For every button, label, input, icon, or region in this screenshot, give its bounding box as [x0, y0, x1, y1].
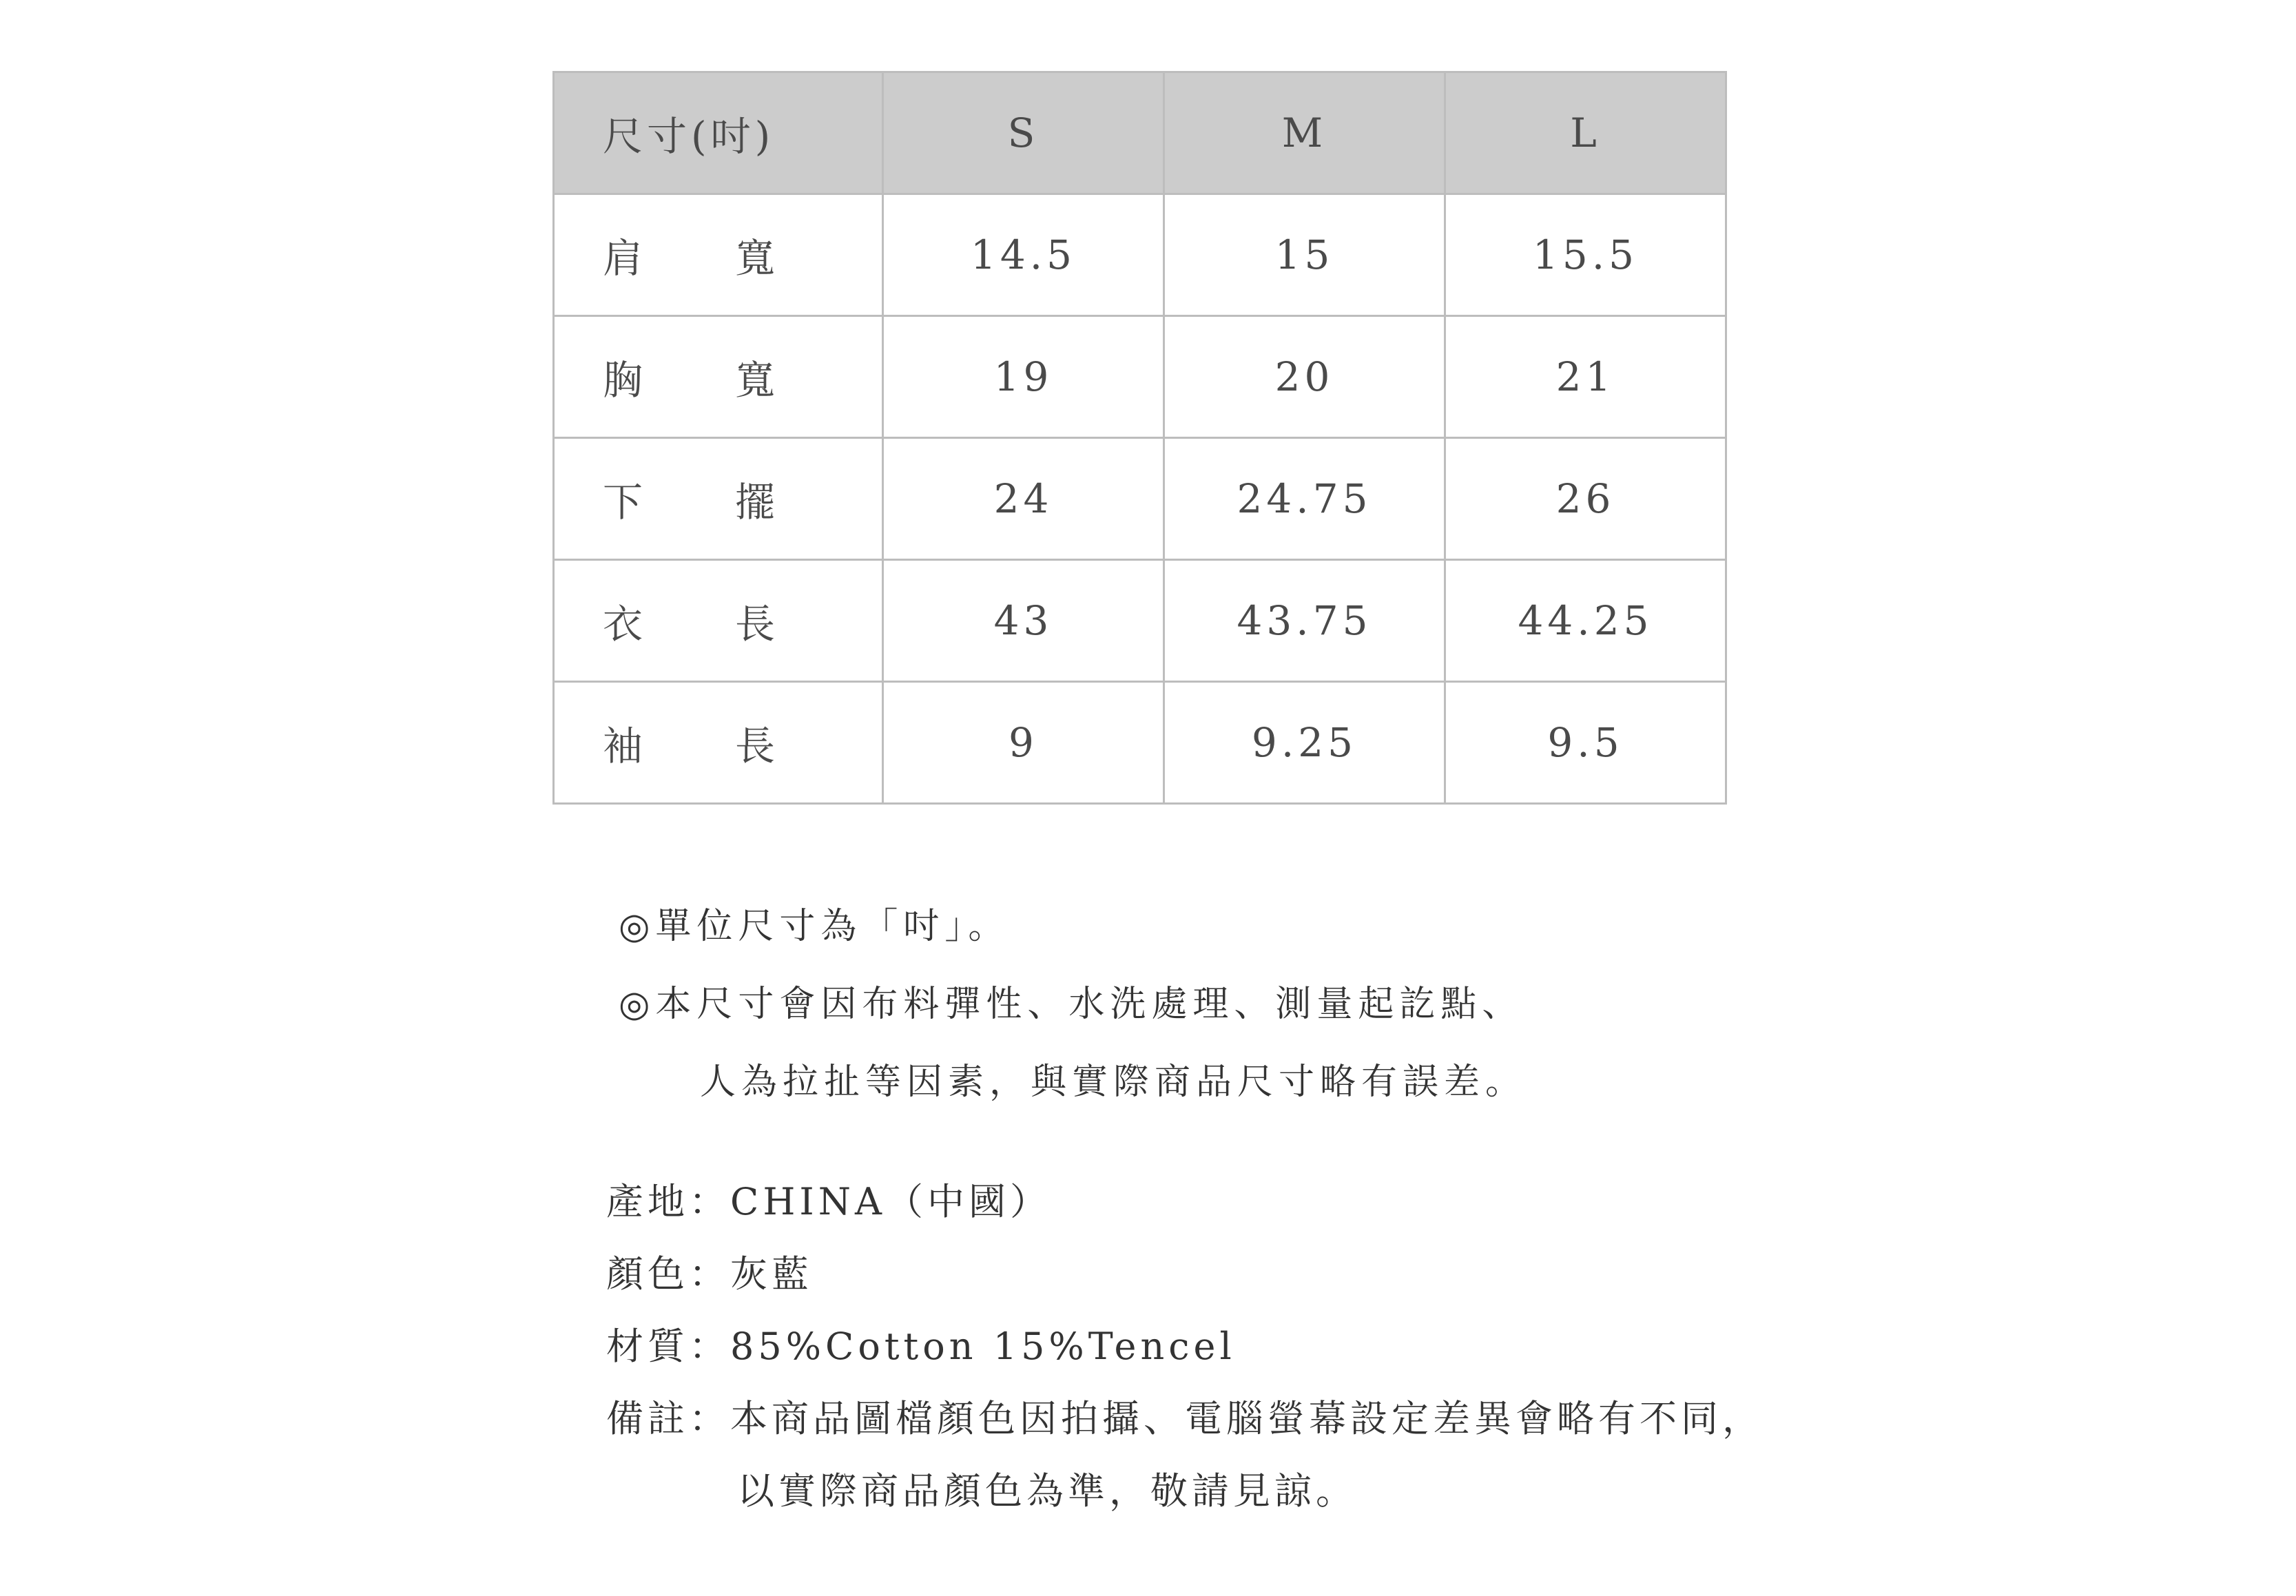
cell-s: 19 — [883, 316, 1164, 438]
cell-m: 20 — [1164, 316, 1445, 438]
info-remark — [606, 1388, 1764, 1460]
size-chart-table — [552, 71, 1727, 805]
info-origin-key: 產地： — [606, 1180, 730, 1223]
row-label-char: 肩 — [603, 235, 648, 282]
row-label — [554, 316, 883, 438]
product-info — [606, 1171, 1764, 1533]
info-origin — [606, 1171, 1764, 1243]
cell-m: 43.75 — [1164, 560, 1445, 682]
note-variance-continued: 人為拉扯等因素，與實際商品尺寸略有誤差。 — [700, 1061, 1527, 1103]
header-size-unit: 尺寸(吋) — [554, 72, 883, 194]
info-color-key: 顏色： — [606, 1252, 730, 1296]
cell-m: 15 — [1164, 194, 1445, 316]
row-label — [554, 194, 883, 316]
row-label — [554, 682, 883, 804]
cell-m: 9.25 — [1164, 682, 1445, 804]
row-label-char: 衣 — [603, 601, 648, 647]
cell-l: 21 — [1445, 316, 1726, 438]
row-label-char: 寬 — [734, 235, 779, 282]
cell-l: 9.5 — [1445, 682, 1726, 804]
cell-l: 15.5 — [1445, 194, 1726, 316]
info-material-value: 85%Cotton 15%Tencel — [730, 1325, 1236, 1368]
row-label — [554, 438, 883, 560]
table-row-length — [554, 560, 1726, 682]
cell-s: 24 — [883, 438, 1164, 560]
row-label-char: 寬 — [734, 357, 779, 404]
row-label-char: 下 — [603, 479, 648, 526]
cell-s: 14.5 — [883, 194, 1164, 316]
info-material — [606, 1316, 1764, 1388]
note-variance: ◎本尺寸會因布料彈性、水洗處理、測量起訖點、 — [619, 984, 1524, 1025]
row-label — [554, 560, 883, 682]
cell-m: 24.75 — [1164, 438, 1445, 560]
header-size-m: M — [1164, 72, 1445, 194]
cell-l: 26 — [1445, 438, 1726, 560]
note-unit: ◎單位尺寸為「吋」。 — [619, 906, 1010, 947]
table-row-hem — [554, 438, 1726, 560]
row-label-char: 胸 — [603, 357, 648, 404]
info-origin-value: CHINA（中國） — [730, 1180, 1051, 1223]
cell-s: 9 — [883, 682, 1164, 804]
row-label-char: 袖 — [603, 723, 648, 769]
table-row-shoulder — [554, 194, 1726, 316]
info-material-key: 材質： — [606, 1325, 730, 1368]
cell-s: 43 — [883, 560, 1164, 682]
info-remark-continued: 以實際商品顏色為準，敬請見諒。 — [737, 1469, 1357, 1513]
header-size-l: L — [1445, 72, 1726, 194]
row-label-char: 擺 — [734, 479, 779, 526]
table-row-sleeve — [554, 682, 1726, 804]
cell-l: 44.25 — [1445, 560, 1726, 682]
row-label-char: 長 — [734, 601, 779, 647]
info-color — [606, 1243, 1764, 1316]
info-remark-key: 備註： — [606, 1397, 730, 1440]
table-header-row — [554, 72, 1726, 194]
table-row-chest — [554, 316, 1726, 438]
size-notes — [619, 895, 1527, 1129]
info-color-value: 灰藍 — [730, 1252, 813, 1296]
info-remark-value: 本商品圖檔顏色因拍攝、電腦螢幕設定差異會略有不同， — [730, 1397, 1764, 1440]
row-label-char: 長 — [734, 723, 779, 769]
header-size-s: S — [883, 72, 1164, 194]
